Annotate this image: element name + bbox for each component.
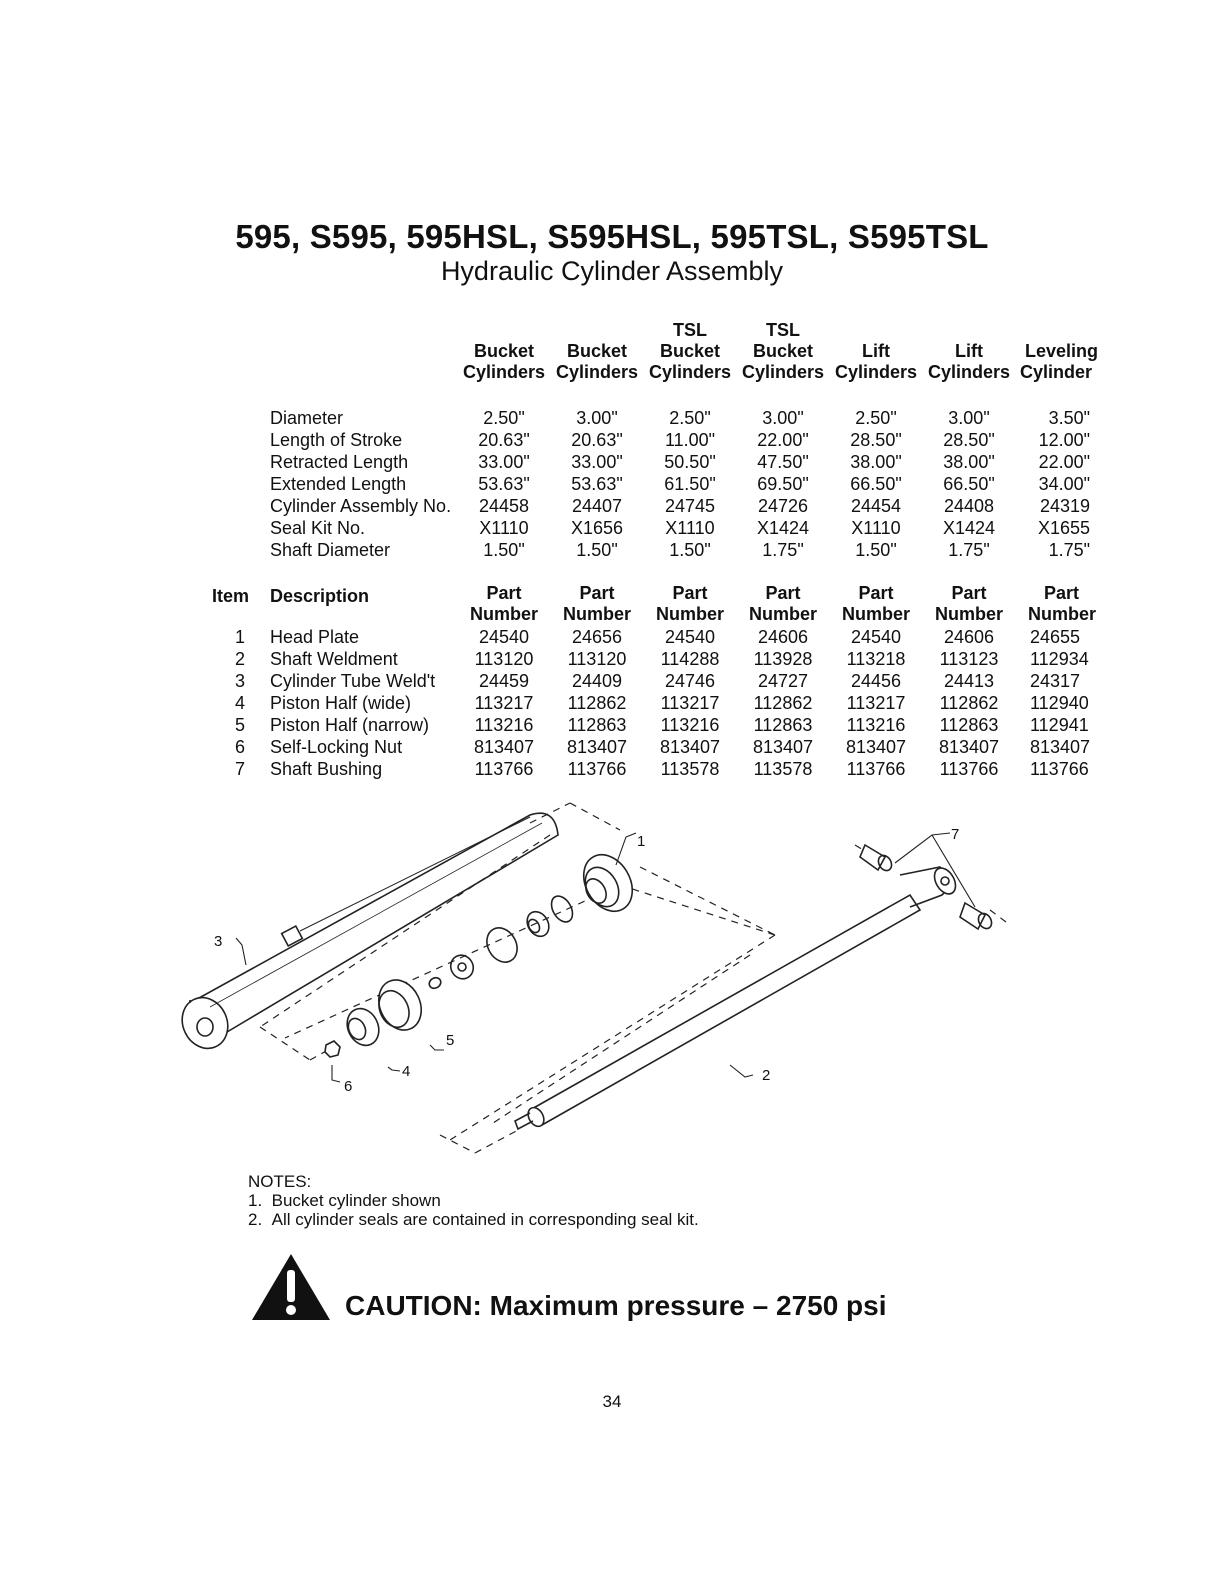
callout-5: 5 xyxy=(446,1032,455,1049)
part-description: Shaft Weldment xyxy=(270,649,398,669)
part-number-cell: 113766 xyxy=(846,759,906,779)
item-number: 5 xyxy=(234,715,245,735)
part-number-cell: 113217 xyxy=(846,693,906,713)
part-number-cell: 24413 xyxy=(943,671,995,691)
part-number-column-header xyxy=(1024,583,1097,625)
spec-cell: 1.50" xyxy=(669,540,711,560)
spec-col-line3: Cylinders xyxy=(834,362,918,382)
part-number-cell: 113216 xyxy=(846,715,906,735)
item-column-header: Item xyxy=(212,586,250,606)
spec-cell: 33.00" xyxy=(478,452,530,472)
spec-col-line1 xyxy=(1020,320,1090,341)
spec-cell: 53.63" xyxy=(571,474,623,494)
spec-cell: 1.75" xyxy=(1048,540,1090,560)
exploded-diagram xyxy=(150,795,1050,1165)
part-header-line1: Part xyxy=(1044,583,1080,603)
part-number-cell: 112863 xyxy=(567,715,627,735)
part-number-cell: 113766 xyxy=(939,759,999,779)
part-number-cell: 113766 xyxy=(567,759,627,779)
part-number-cell: 813407 xyxy=(1030,737,1091,757)
part-number-cell: 24540 xyxy=(850,627,902,647)
part-number-column-header xyxy=(737,583,829,625)
part-header-line1: Part xyxy=(672,583,708,603)
assembly-guide-lines xyxy=(260,803,1010,1153)
spec-cell: 3.50" xyxy=(1048,408,1090,428)
part-description: Shaft Bushing xyxy=(270,759,383,779)
item-number: 3 xyxy=(234,671,245,691)
spec-col-line2: Lift xyxy=(862,341,890,361)
part-number-cell: 113218 xyxy=(846,649,906,669)
part-number-cell: 112862 xyxy=(567,693,627,713)
part-number-cell: 24459 xyxy=(478,671,530,691)
part-header-line2: Number xyxy=(841,604,910,624)
part-number-cell: 24606 xyxy=(943,627,995,647)
part-number-cell: 113120 xyxy=(474,649,534,669)
part-number-cell: 24606 xyxy=(757,627,809,647)
part-number-cell: 113216 xyxy=(660,715,720,735)
callout-2: 2 xyxy=(762,1067,771,1084)
spec-col-line1 xyxy=(923,320,1015,341)
part-number-cell: 813407 xyxy=(845,737,907,757)
spec-col-header xyxy=(830,320,922,383)
head-plate xyxy=(574,846,642,920)
part-number-cell: 113928 xyxy=(753,649,813,669)
part-header-line2: Number xyxy=(562,604,631,624)
spec-cell: 2.50" xyxy=(669,408,711,428)
spec-col-line3: Cylinders xyxy=(555,362,639,382)
spec-cell: 3.00" xyxy=(762,408,804,428)
part-number-cell: 24317 xyxy=(1030,671,1081,691)
spec-cell: X1656 xyxy=(570,518,624,538)
part-description: Cylinder Tube Weld't xyxy=(270,671,436,691)
spec-col-line3: Cylinders xyxy=(648,362,732,382)
callout-7: 7 xyxy=(951,826,960,843)
spec-col-line1 xyxy=(830,320,922,341)
part-header-line1: Part xyxy=(765,583,801,603)
spec-col-header xyxy=(923,320,1015,383)
spec-col-line1 xyxy=(458,320,550,341)
spec-cell: 24408 xyxy=(943,496,995,516)
spec-cell: 1.75" xyxy=(948,540,990,560)
item-number: 6 xyxy=(234,737,245,757)
part-number-cell: 813407 xyxy=(566,737,628,757)
spec-col-header xyxy=(644,320,736,383)
spec-cell: 24454 xyxy=(850,496,902,516)
part-number-cell: 813407 xyxy=(938,737,1000,757)
part-description: Piston Half (wide) xyxy=(270,693,412,713)
spec-cell: 69.50" xyxy=(757,474,809,494)
spec-col-header xyxy=(458,320,550,383)
spec-cell: 61.50" xyxy=(664,474,716,494)
item-number: 2 xyxy=(234,649,245,669)
spec-cell: 38.00" xyxy=(850,452,902,472)
part-header-line1: Part xyxy=(858,583,894,603)
callout-6: 6 xyxy=(344,1078,353,1095)
part-number-cell: 113123 xyxy=(939,649,999,669)
part-number-cell: 112941 xyxy=(1030,715,1089,735)
item-number: 4 xyxy=(234,693,245,713)
spec-cell: 1.50" xyxy=(483,540,525,560)
part-number-cell: 112863 xyxy=(753,715,813,735)
spec-col-line2: Leveling xyxy=(1025,341,1099,361)
spec-cell: 3.00" xyxy=(948,408,990,428)
spec-cell: 24745 xyxy=(664,496,716,516)
spec-cell: 22.00" xyxy=(1038,452,1090,472)
spec-cell: X1424 xyxy=(756,518,810,538)
spec-col-line2: Bucket xyxy=(566,341,628,361)
part-number-column-header xyxy=(644,583,736,625)
spec-cell: 28.50" xyxy=(850,430,902,450)
part-header-line2: Number xyxy=(655,604,724,624)
page-title: 595, S595, 595HSL, S595HSL, 595TSL, S595TSL xyxy=(235,218,989,255)
part-number-cell: 24727 xyxy=(757,671,809,691)
part-header-line1: Part xyxy=(951,583,987,603)
spec-cell: X1655 xyxy=(1037,518,1090,538)
spec-col-line2: Lift xyxy=(955,341,983,361)
spec-cell: X1110 xyxy=(479,518,529,538)
warning-icon xyxy=(250,1252,332,1322)
spec-row-label: Retracted Length xyxy=(270,452,409,472)
part-number-cell: 112940 xyxy=(1030,693,1089,713)
spec-cell: 20.63" xyxy=(478,430,530,450)
spec-row-label: Length of Stroke xyxy=(270,430,403,450)
spec-cell: 38.00" xyxy=(943,452,995,472)
part-number-cell: 813407 xyxy=(473,737,535,757)
spec-col-line3: Cylinders xyxy=(462,362,546,382)
note-item xyxy=(248,1210,699,1229)
spec-cell: 47.50" xyxy=(757,452,809,472)
part-number-column-header xyxy=(923,583,1015,625)
page-subtitle: Hydraulic Cylinder Assembly xyxy=(440,256,784,286)
spec-col-line2: Bucket xyxy=(752,341,814,361)
part-number-cell: 113217 xyxy=(474,693,534,713)
spec-col-line2: Bucket xyxy=(473,341,535,361)
part-number-cell: 112934 xyxy=(1030,649,1089,669)
spec-cell: 2.50" xyxy=(483,408,525,428)
note-number: 1. xyxy=(248,1191,263,1210)
part-number-cell: 113578 xyxy=(753,759,813,779)
item-number: 1 xyxy=(234,627,245,647)
spec-cell: 2.50" xyxy=(855,408,897,428)
part-number-column-header xyxy=(551,583,643,625)
spec-cell: 11.00" xyxy=(664,430,716,450)
spec-col-line1 xyxy=(551,320,643,341)
part-number-cell: 24456 xyxy=(850,671,902,691)
part-description: Self-Locking Nut xyxy=(270,737,403,757)
part-number-cell: 113216 xyxy=(474,715,534,735)
spec-col-line3: Cylinders xyxy=(927,362,1011,382)
part-description: Piston Half (narrow) xyxy=(270,715,430,735)
spec-cell: 1.50" xyxy=(576,540,618,560)
notes-heading: NOTES: xyxy=(248,1172,312,1191)
part-number-column-header xyxy=(830,583,922,625)
caution-text: CAUTION: Maximum pressure – 2750 psi xyxy=(345,1290,887,1321)
shaft-weldment xyxy=(515,864,960,1129)
part-number-cell: 24540 xyxy=(664,627,716,647)
part-number-cell: 24746 xyxy=(664,671,716,691)
callout-1: 1 xyxy=(637,833,646,850)
part-number-cell: 24656 xyxy=(571,627,623,647)
part-header-line2: Number xyxy=(1028,604,1097,624)
spec-row-label: Seal Kit No. xyxy=(270,518,366,538)
spec-cell: 12.00" xyxy=(1038,430,1090,450)
spec-cell: 50.50" xyxy=(664,452,716,472)
spec-cell: 28.50" xyxy=(943,430,995,450)
spec-cell: 3.00" xyxy=(576,408,618,428)
part-description: Head Plate xyxy=(270,627,360,647)
spec-cell: 1.75" xyxy=(762,540,804,560)
spec-cell: X1110 xyxy=(665,518,715,538)
spec-cell: 53.63" xyxy=(478,474,530,494)
piston-halves xyxy=(325,973,429,1057)
part-number-cell: 113120 xyxy=(567,649,627,669)
note-text: All cylinder seals are contained in corresponding seal kit. xyxy=(271,1210,699,1229)
o-rings xyxy=(427,892,576,990)
part-number-cell: 113766 xyxy=(1030,759,1089,779)
spec-cell: 22.00" xyxy=(757,430,809,450)
spec-cell: 33.00" xyxy=(571,452,623,472)
part-header-line2: Number xyxy=(934,604,1003,624)
spec-cell: 66.50" xyxy=(850,474,902,494)
part-number-cell: 24409 xyxy=(571,671,623,691)
item-number: 7 xyxy=(234,759,245,779)
spec-cell: 34.00" xyxy=(1038,474,1090,494)
part-header-line1: Part xyxy=(579,583,615,603)
spec-cell: 1.50" xyxy=(855,540,897,560)
shaft-bushings xyxy=(860,845,994,931)
part-number-cell: 24540 xyxy=(478,627,530,647)
part-number-cell: 813407 xyxy=(752,737,814,757)
part-number-cell: 112862 xyxy=(753,693,813,713)
part-header-line2: Number xyxy=(469,604,538,624)
part-number-cell: 114288 xyxy=(660,649,720,669)
spec-col-line2: Bucket xyxy=(659,341,721,361)
spec-col-header xyxy=(551,320,643,383)
page-number: 34 xyxy=(602,1392,622,1411)
part-number-cell: 112862 xyxy=(939,693,999,713)
spec-col-line1: TSL xyxy=(673,320,707,340)
spec-cell: 20.63" xyxy=(571,430,623,450)
spec-cell: X1424 xyxy=(942,518,996,538)
spec-row-label: Cylinder Assembly No. xyxy=(270,496,452,516)
note-text: Bucket cylinder shown xyxy=(271,1191,441,1210)
spec-cell: 24726 xyxy=(757,496,809,516)
part-number-column-header xyxy=(458,583,550,625)
spec-cell: 24407 xyxy=(571,496,623,516)
callout-3: 3 xyxy=(214,933,223,950)
spec-row-label: Diameter xyxy=(270,408,344,428)
part-number-cell: 112863 xyxy=(939,715,999,735)
spec-col-line1: TSL xyxy=(766,320,800,340)
spec-col-line3: Cylinders xyxy=(741,362,825,382)
spec-cell: X1110 xyxy=(851,518,901,538)
part-header-line1: Part xyxy=(486,583,522,603)
spec-col-header xyxy=(737,320,829,383)
description-column-header: Description xyxy=(270,586,370,606)
part-number-cell: 113217 xyxy=(660,693,720,713)
spec-col-header xyxy=(1020,320,1099,383)
note-item xyxy=(248,1191,441,1210)
part-number-cell: 113766 xyxy=(474,759,534,779)
part-number-cell: 113578 xyxy=(660,759,720,779)
part-header-line2: Number xyxy=(748,604,817,624)
spec-row-label: Extended Length xyxy=(270,474,407,494)
part-number-cell: 24655 xyxy=(1030,627,1081,647)
spec-cell: 24458 xyxy=(478,496,530,516)
spec-cell: 66.50" xyxy=(943,474,995,494)
spec-col-line3: Cylinder xyxy=(1020,362,1093,382)
part-number-cell: 813407 xyxy=(659,737,721,757)
spec-row-label: Shaft Diameter xyxy=(270,540,391,560)
note-number: 2. xyxy=(248,1210,263,1229)
spec-cell: 24319 xyxy=(1039,496,1090,516)
callout-4: 4 xyxy=(402,1063,411,1080)
